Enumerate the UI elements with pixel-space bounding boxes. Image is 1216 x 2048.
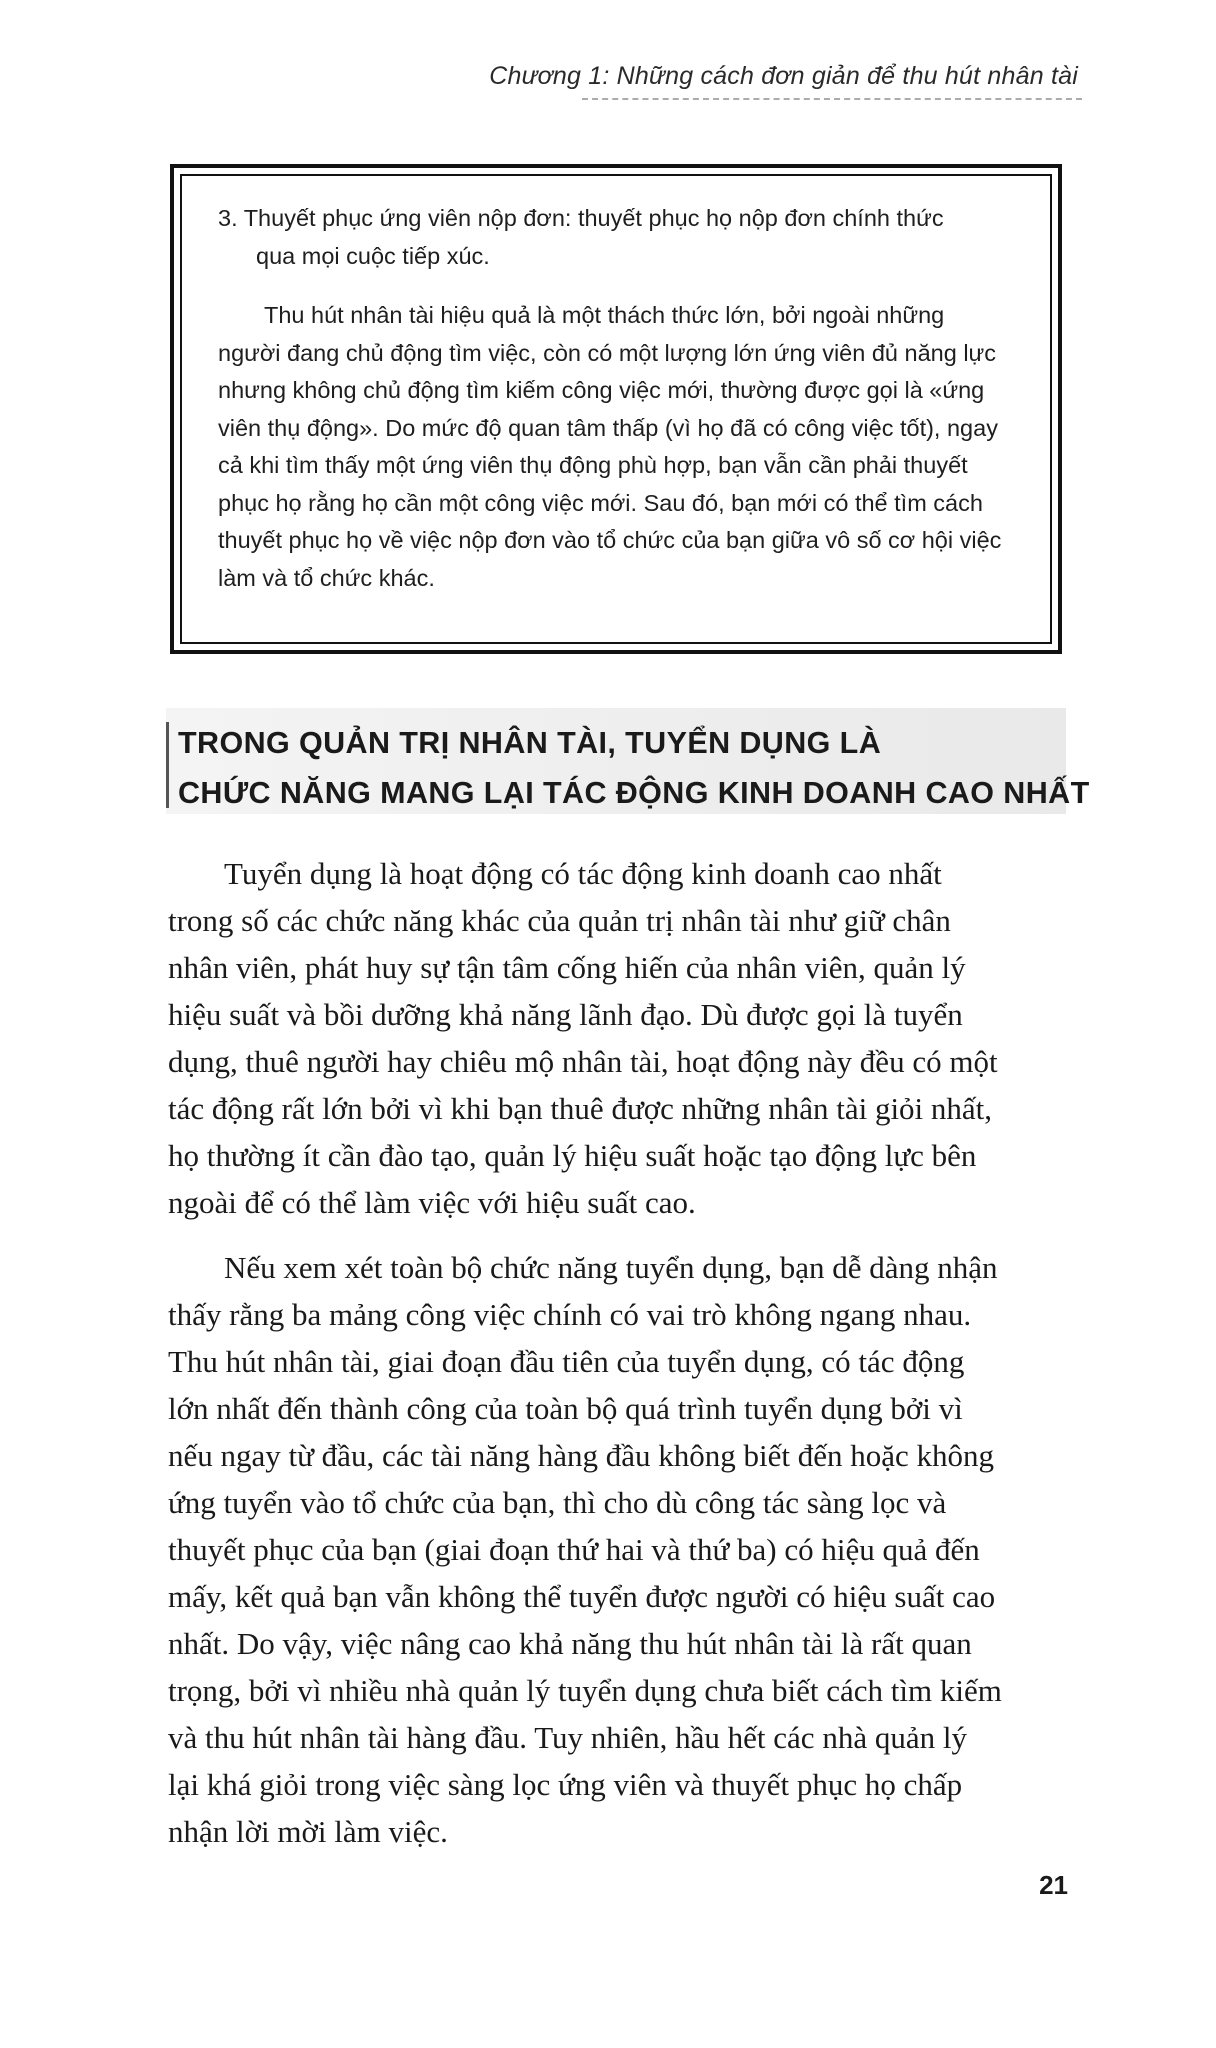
body-line: trọng, bởi vì nhiều nhà quản lý tuyển dụng chưa biết cách tìm kiếm [168,1673,1002,1708]
callout-line: thuyết phục họ về việc nộp đơn vào tổ chức của bạn giữa vô số cơ hội việc [218,527,1002,553]
callout-line: 3. Thuyết phục ứng viên nộp đơn: thuyết phục họ nộp đơn chính thức [218,205,944,231]
body-line: nhất. Do vậy, việc nâng cao khả năng thu hút nhân tài là rất quan [168,1626,972,1661]
body-line: lớn nhất đến thành công của toàn bộ quá trình tuyển dụng bởi vì [168,1391,963,1426]
callout-line: người đang chủ động tìm việc, còn có một lượng lớn ứng viên đủ năng lực [218,339,997,366]
section-heading-line: CHỨC NĂNG MANG LẠI TÁC ĐỘNG KINH DOANH CAO NHẤT [178,776,1090,810]
body-line: tác động rất lớn bởi vì khi bạn thuê được những nhân tài giỏi nhất, [168,1091,993,1126]
body-line: dụng, thuê người hay chiêu mộ nhân tài, hoạt động này đều có một [168,1044,998,1079]
section-heading-line: TRONG QUẢN TRỊ NHÂN TÀI, TUYỂN DỤNG LÀ [178,726,882,760]
header-rule [582,98,1082,100]
body-line: nhân viên, phát huy sự tận tâm cống hiến của nhân viên, quản lý [168,950,966,985]
body-line: mấy, kết quả bạn vẫn không thể tuyển được người có hiệu suất cao [168,1579,996,1614]
callout-line: viên thụ động». Do mức độ quan tâm thấp (vì họ đã có công việc tốt), ngay [218,414,998,441]
callout-line: qua mọi cuộc tiếp xúc. [256,242,490,269]
body-line: ngoài để có thể làm việc với hiệu suất cao. [168,1185,696,1220]
running-header: Chương 1: Những cách đơn giản để thu hút nhân tài [489,62,1078,90]
callout-content [218,200,1018,597]
callout-line: nhưng không chủ động tìm kiếm công việc mới, thường được gọi là «ứng [218,377,985,403]
section-heading-bar [166,722,169,808]
body-line: họ thường ít cần đào tạo, quản lý hiệu suất hoặc tạo động lực bên [168,1138,977,1173]
callout-line: cả khi tìm thấy một ứng viên thụ động phù hợp, bạn vẫn cần phải thuyết [218,452,968,478]
callout-line: làm và tổ chức khác. [218,564,435,591]
callout-line: phục họ rằng họ cần một công việc mới. Sau đó, bạn mới có thể tìm cách [218,489,983,516]
body-line: hiệu suất và bồi dưỡng khả năng lãnh đạo. Dù được gọi là tuyển [168,997,963,1032]
body-line: và thu hút nhân tài hàng đầu. Tuy nhiên, hầu hết các nhà quản lý [168,1720,967,1755]
body-line: thấy rằng ba mảng công việc chính có vai trò không ngang nhau. [168,1297,972,1332]
body-line: trong số các chức năng khác của quản trị nhân tài như giữ chân [168,903,951,938]
section-heading [178,718,1090,818]
body-line: ứng tuyển vào tổ chức của bạn, thì cho dù công tác sàng lọc và [168,1485,947,1520]
body-line: nhận lời mời làm việc. [168,1814,448,1849]
body-line: Tuyển dụng là hoạt động có tác động kinh doanh cao nhất [224,856,942,891]
body-text [168,850,1068,1855]
callout-line: Thu hút nhân tài hiệu quả là một thách thức lớn, bởi ngoài những [264,302,945,328]
body-line: Nếu xem xét toàn bộ chức năng tuyển dụng, bạn dễ dàng nhận [224,1250,998,1285]
body-line: Thu hút nhân tài, giai đoạn đầu tiên của tuyển dụng, có tác động [168,1344,965,1379]
body-line: nếu ngay từ đầu, các tài năng hàng đầu không biết đến hoặc không [168,1438,994,1473]
body-line: lại khá giỏi trong việc sàng lọc ứng viên và thuyết phục họ chấp [168,1767,963,1802]
body-line: thuyết phục của bạn (giai đoạn thứ hai và thứ ba) có hiệu quả đến [168,1532,980,1567]
page-number: 21 [1039,1870,1068,1900]
